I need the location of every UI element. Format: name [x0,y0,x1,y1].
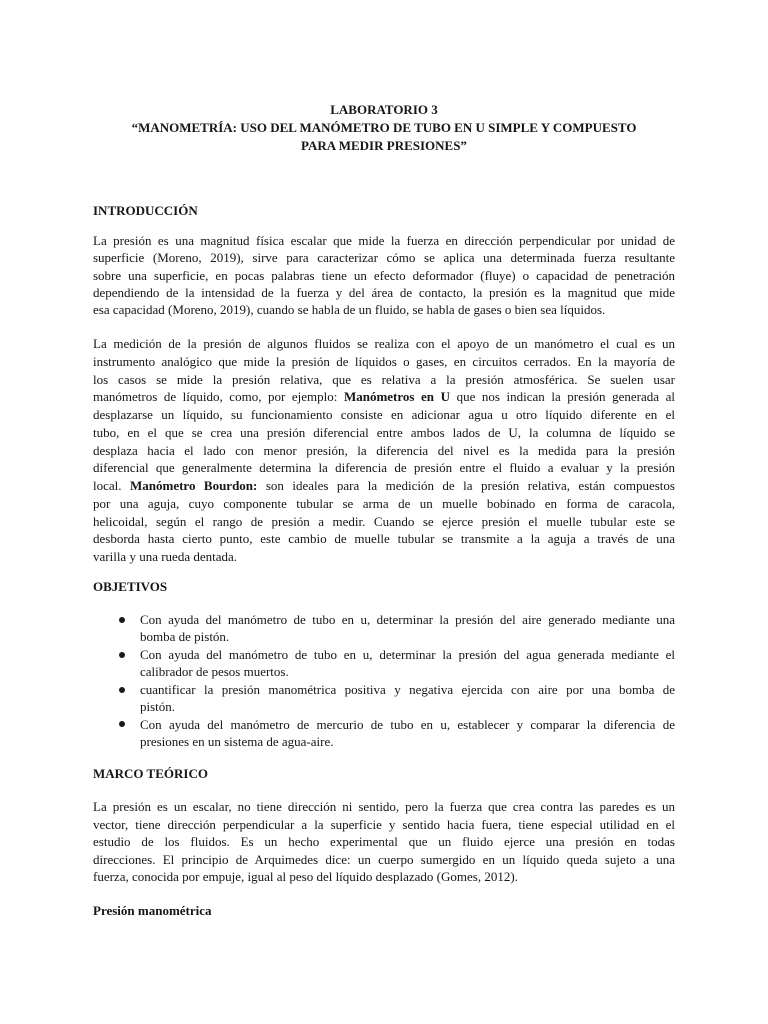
line-text: local. [93,478,130,493]
paragraph-line: La presión es un escalar, no tiene dirección ni sentido, pero la fuerza que crea contra las paredes es un [93,799,675,814]
bullet-icon [119,721,125,727]
title-line: “MANOMETRÍA: USO DEL MANÓMETRO DE TUBO EN U SIMPLE Y COMPUESTO [131,120,637,135]
bullet-icon [119,687,125,693]
list-item [140,646,675,681]
objectives-list [140,611,675,751]
paragraph-line: La medición de la presión de algunos fluidos se realiza con el apoyo de un manómetro el cual es un [93,336,675,351]
line-text: que nos indican la presión generada al [450,389,675,405]
subheading-presion-manometrica: Presión manométrica [93,903,212,918]
list-item-line: pistón. [140,699,176,715]
list-item-line: Con ayuda del manómetro de tubo en u, determinar la presión del aire generado mediante una [140,612,675,627]
paragraph-introduccion-1 [93,232,675,318]
paragraph-line: por una aguja, cuyo componente tubular se arma de un muelle bobinado en forma de caracola, [93,495,675,511]
section-heading-objetivos: OBJETIVOS [93,579,168,594]
paragraph-marco-teorico-1 [93,798,675,886]
paragraph-line: tubo, en el que se crea una presión diferencial entre ambos lados de U, la columna de líquido se [93,424,675,440]
paragraph-line: vector, tiene dirección perpendicular a la superficie y sentido hacia fuera, tiene especial utilidad en el [93,816,675,832]
paragraph-line: los casos se mide la presión relativa, que es relativa a la presión atmosférica. Se suelen usar [93,371,675,387]
paragraph-line: desplaza hacia el lado con menor presión, la diferencia del nivel es la medida para la presión [93,442,675,458]
line-text: manómetros de líquido, como, por ejemplo: [93,389,344,405]
paragraph-line: diferencial que generalmente determina la diferencia de presión entre el fluido a evaluar y la presión [93,460,675,476]
section-heading-introduccion: INTRODUCCIÓN [93,203,198,218]
bullet-icon [119,617,125,623]
paragraph-line: desborda hasta cierto punto, este cambio de muelle tubular se transmite a la aguja a través de una [93,531,675,547]
list-item [140,681,675,716]
document-title [93,101,675,155]
section-heading-marco-teorico: MARCO TEÓRICO [93,766,208,781]
paragraph-line: estudio de los fluidos. Es un hecho experimental que un fluido ejerce una presión en todas [93,834,675,849]
list-item-line: presiones en un sistema de agua-aire. [140,734,334,750]
list-item-line: bomba de pistón. [140,629,230,645]
bullet-icon [119,652,125,658]
paragraph-line [93,477,675,495]
paragraph-line: instrumento analógico que mide la presión de líquidos o gases, en circuitos cerrados. En la mayoría de [93,353,675,369]
paragraph-line: dependiendo de la intensidad de la fuerza y del área de contacto, la presión es la magnitud que mide [93,284,675,300]
list-item-line: cuantificar la presión manométrica positiva y negativa ejercida con aire por una bomba de [140,681,675,697]
list-item-line: Con ayuda del manómetro de tubo en u, determinar la presión del agua generada mediante el [140,646,675,662]
lab-number: LABORATORIO 3 [330,102,438,117]
paragraph-line: sobre una superficie, en pocas palabras tiene un efecto deformador (fluye) o capacidad de penetración [93,267,675,283]
paragraph-line: fuerza, conocida por empuje, igual al peso del líquido desplazado (Gomes, 2012). [93,869,518,884]
paragraph-line: direcciones. El principio de Arquimedes dice: un cuerpo sumergido en un líquido queda sujeto a una [93,851,675,867]
title-line: PARA MEDIR PRESIONES” [301,138,467,153]
bold-term-manometros-en-u: Manómetros en U [343,389,450,405]
list-item-line: calibrador de pesos muertos. [140,664,289,680]
list-item-line: Con ayuda del manómetro de mercurio de tubo en u, establecer y comparar la diferencia de [140,716,675,732]
bold-term-manometro-bourdon: Manómetro Bourdon: [129,478,258,493]
paragraph-line: helicoidal, según el rango de presión a medir. Cuando se ejerce presión el muelle tubular este se [93,513,675,529]
paragraph-line: desplazarse un líquido, su funcionamiento consiste en adicionar agua u otro líquido diferente en el [93,407,675,422]
list-item [140,611,675,646]
paragraph-line: varilla y una rueda dentada. [93,549,238,564]
list-item [140,716,675,751]
paragraph-introduccion-2 [93,335,675,566]
paragraph-line: La presión es una magnitud física escalar que mide la fuerza en dirección perpendicular por unidad de [93,233,675,248]
paragraph-line [93,388,675,406]
paragraph-line: superficie (Moreno, 2019), sirve para caracterizar cómo se aplica una determinada fuerza resultante [93,250,675,266]
paragraph-line: esa capacidad (Moreno, 2019), cuando se habla de un fluido, se habla de gases o bien sea líquidos. [93,302,606,318]
line-text: son ideales para la medición de la presión relativa, están compuestos [257,478,675,493]
